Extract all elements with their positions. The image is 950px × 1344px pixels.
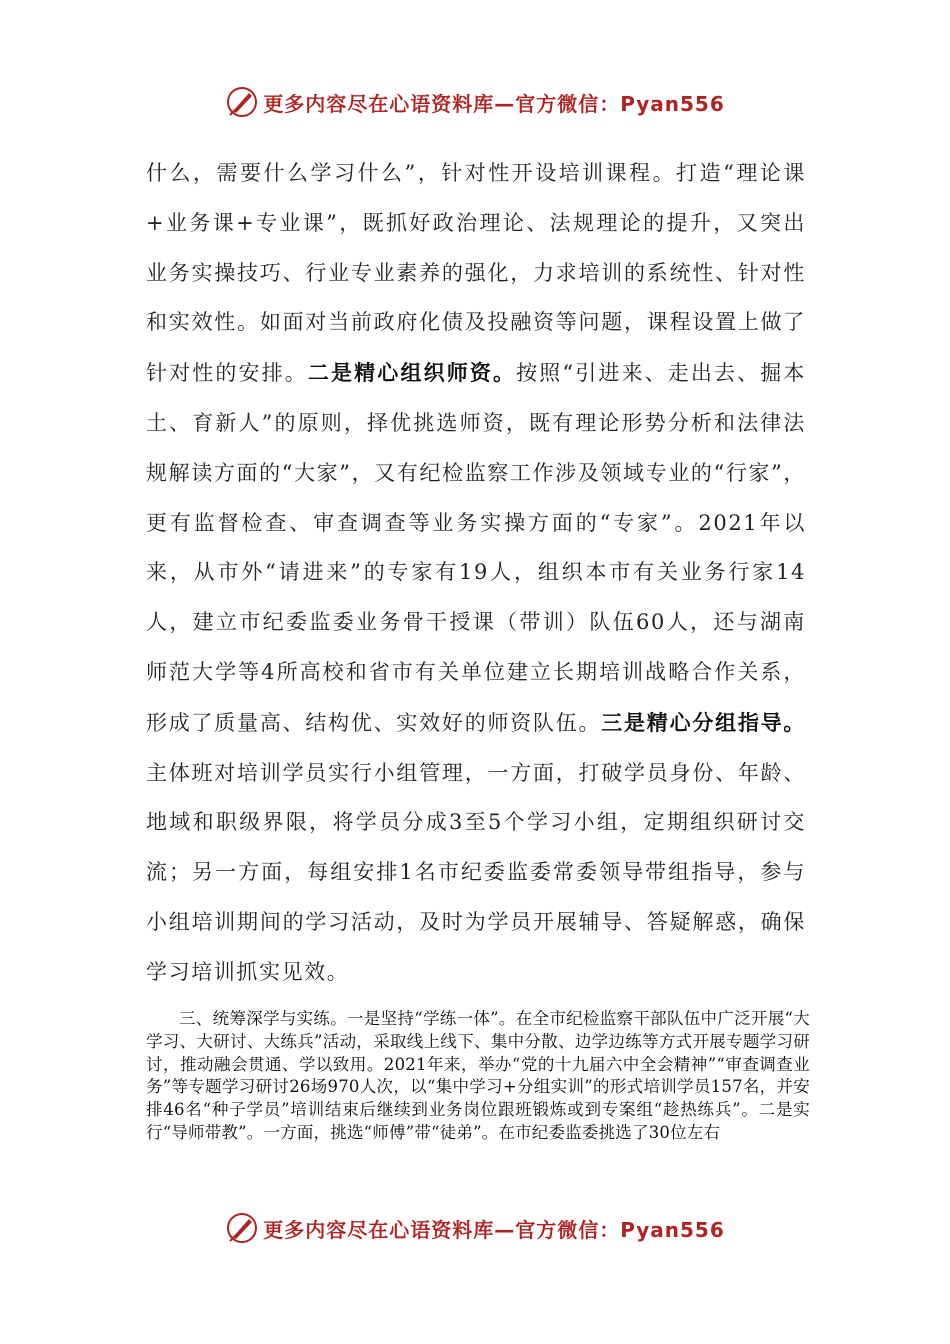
paragraph-1-text-1: 什么，需要什么学习什么”，针对性开设培训课程。打造“理论课+业务课+专业课”，既抓好政治理论、法规理论的提升，又突出业务实操技巧、行业专业素养的强化，力求培训的系统性、针对性和实效性。如面对当前政府化债及投融资等问题，课程设置上做了针对性的安排。 xyxy=(146,161,806,386)
header-wechat-id: Pyan556 xyxy=(620,91,725,116)
header-text-main: 更多内容尽在心语资料库—官方微信： xyxy=(263,91,621,116)
header-banner xyxy=(0,82,950,122)
paragraph-1-text-2: 按照“引进来、走出去、掘本土、育新人”的原则，择优挑选师资，既有理论形势分析和法律法规解读方面的“大家”，又有纪检监察工作涉及领域专业的“行家”，更有监督检查、审查调查等业务实操方面的“专家”。2021年以来，从市外“请进来”的专家有19人，组织本市有关业务行家14人，建立市纪委监委业务骨干授课（带训）队伍60人，还与湖南师范大学等4所高校和省市有关单位建立长期培训战略合作关系，形成了质量高、结构优、实效好的师资队伍。 xyxy=(146,361,806,735)
paragraph-1-bold-1: 二是精心组织师资。 xyxy=(307,360,517,386)
footer-text xyxy=(263,1214,725,1243)
body-section xyxy=(146,149,806,998)
paragraph-2: 三、统筹深学与实练。一是坚持“学练一体”。在全市纪检监察干部队伍中广泛开展“大学习、大研讨、大练兵”活动，采取线上线下、集中分散、边学边练等方式开展专题学习研讨，推动融会贯通、学以致用。2021年来，举办“党的十九届六中全会精神”“审查调查业务”等专题学习研讨26场970人次，以“集中学习+分组实训”的形式培训学员157名，并安排46名“种子学员”培训结束后继续到业务岗位跟班锻炼或到专案组“趁热练兵”。二是实行“导师带教”。一方面，挑选“师傅”带“徒弟”。在市纪委监委挑选了30位左右 xyxy=(146,1009,810,1142)
quill-pen-icon xyxy=(225,1211,259,1245)
footer-banner xyxy=(0,1208,950,1248)
paragraph-1-text-3: 主体班对培训学员实行小组管理，一方面，打破学员身份、年龄、地域和职级界限，将学员分成3至5个学习小组，定期组织研讨交流；另一方面，每组安排1名市纪委监委常委领导带组指导，参与小组培训期间的学习活动，及时为学员开展辅导、答疑解惑，确保学习培训抓实见效。 xyxy=(146,760,806,984)
footer-text-main: 更多内容尽在心语资料库—官方微信： xyxy=(263,1217,621,1242)
paragraph-1-bold-2: 三是精心分组指导。 xyxy=(601,709,806,735)
quill-pen-icon xyxy=(225,85,259,119)
header-text xyxy=(263,88,725,117)
paragraph-1 xyxy=(146,149,806,998)
footer-wechat-id: Pyan556 xyxy=(620,1217,725,1242)
